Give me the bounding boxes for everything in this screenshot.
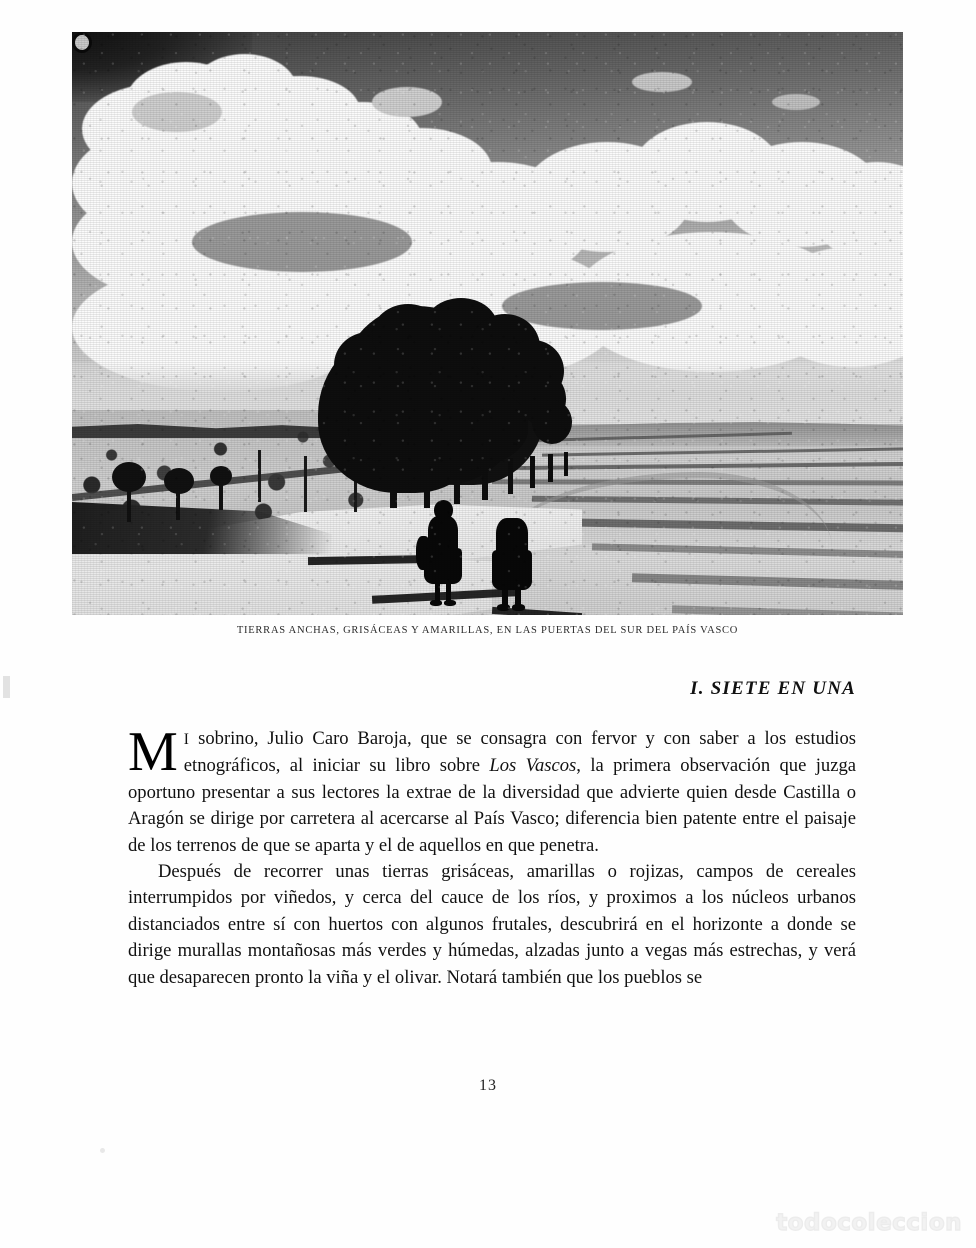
paragraph-second: Después de recorrer unas tierras grisáceas, amarillas o rojizas, campos de cereales interrumpidos por viñedos, y cerca del cauce de los ríos, y proximos a los núcleos urbanos distanciados entre sí con huertos con algunos frutales, descubrirá en el horizonte a donde se dirige murallas montañosas más verdes y húmedas, alzadas junto a vegas más estrechas, y verá que desaparecen pronto la viña y el olivar. Notará también que los pueblos se xyxy=(128,861,856,988)
scan-speck xyxy=(100,1148,105,1153)
tree-canopy-lobe xyxy=(348,380,528,472)
cloud-shadow xyxy=(132,92,222,132)
paragraph-first xyxy=(128,721,856,859)
figure-skirt xyxy=(424,548,462,584)
paragraph1-text-b: , la primera observación que juzga oportuno presentar a sus lectores la extrae de la diversidad que advierte quien desde Castilla o Aragón se dirige por carretera al acercarse al País Vasco; diferencia bien patente entre el paisaje de los terrenos de que se aparta y el de aquellos en que penetra. xyxy=(128,755,856,856)
figure-skirt xyxy=(492,550,532,590)
figure-shoe xyxy=(430,600,442,606)
tree-trunk xyxy=(548,454,553,482)
roadside-tree xyxy=(210,466,232,486)
figure-shoe xyxy=(497,604,510,611)
tree-trunk xyxy=(176,490,180,520)
tree-trunk xyxy=(482,460,488,500)
tree-trunk xyxy=(454,462,460,504)
cloud-shadow xyxy=(502,282,702,330)
drop-cap: M xyxy=(128,721,178,783)
figure-head-scarf xyxy=(72,32,92,53)
tree-trunk xyxy=(390,462,397,508)
figure-shoe xyxy=(512,604,525,611)
tree-trunk xyxy=(424,464,430,508)
cloud-wisp xyxy=(772,94,820,110)
page-number: 13 xyxy=(479,1077,497,1094)
cloud-shadow xyxy=(372,87,442,117)
chapter-heading: I. SIETE EN UNA xyxy=(690,678,856,699)
landscape-photograph xyxy=(72,32,903,615)
book-title-italic: Los Vascos xyxy=(489,755,577,777)
scan-edge-mark xyxy=(3,676,10,698)
photograph-figure xyxy=(72,32,903,615)
opening-smallcaps: I xyxy=(183,731,190,748)
tree-canopy-lobe xyxy=(532,400,572,444)
tree-trunk xyxy=(219,484,223,510)
site-watermark: todocoleccion xyxy=(776,1210,962,1236)
tree-trunk xyxy=(508,458,513,494)
tree-trunk xyxy=(530,456,535,488)
tree-trunk xyxy=(127,488,131,522)
walking-figure-right xyxy=(72,32,92,53)
paragraph1-text-a: sobrino, Julio Caro Baroja, que se consagra con fervor y con saber a los estudios etnográficos, al iniciar su libro sobre xyxy=(183,728,856,777)
utility-pole xyxy=(258,450,261,502)
tree-trunk xyxy=(564,452,568,476)
body-text-block xyxy=(128,678,856,991)
figure-caption: TIERRAS ANCHAS, GRISÁCEAS Y AMARILLAS, EN LAS PUERTAS DEL SUR DEL PAÍS VASCO xyxy=(236,625,739,636)
utility-pole xyxy=(354,464,357,512)
utility-pole xyxy=(304,456,307,512)
figure-shoe xyxy=(444,600,456,606)
cloud-shadow xyxy=(192,212,412,272)
cloud-wisp xyxy=(632,72,692,92)
